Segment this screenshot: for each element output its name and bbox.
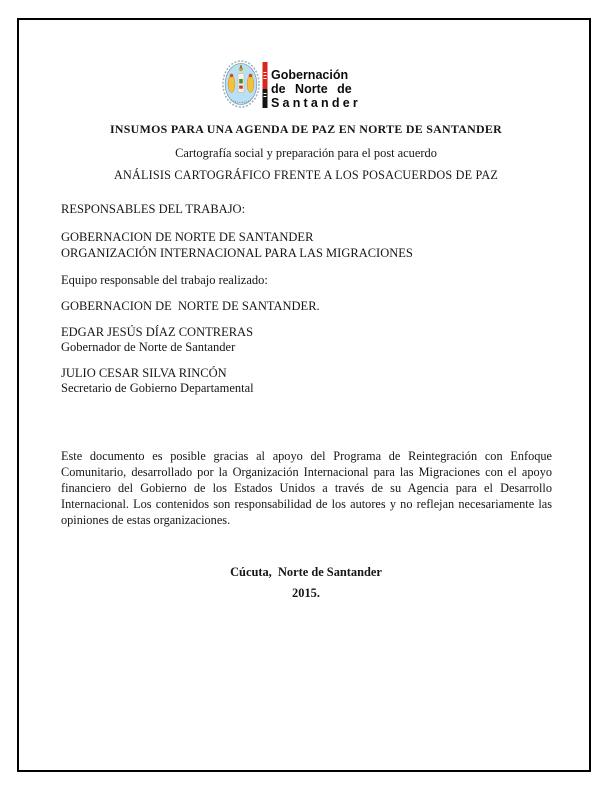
person-role-secretary: Secretario de Gobierno Departamental	[61, 381, 254, 395]
equipo-organization: GOBERNACION DE NORTE DE SANTANDER.	[61, 299, 320, 313]
logo-line1: Gobernación	[271, 68, 349, 82]
footer-year: 2015.	[292, 586, 320, 600]
person-name-governor: EDGAR JESÚS DÍAZ CONTRERAS	[61, 325, 254, 339]
footer-location: Cúcuta, Norte de Santander	[230, 565, 382, 579]
document-title: INSUMOS PARA UNA AGENDA DE PAZ EN NORTE DE SANTANDER	[109, 122, 503, 136]
gobernacion-crest-icon	[222, 60, 260, 108]
logo-line2: de Norte de	[271, 82, 352, 96]
disclaimer-paragraph: Este documento es posible gracias al apoyo del Programa de Reintegración con Enfoque Comunitario, desarrollado por la Organización Internacional para las Migraciones con el apoyo financiero del Gobierno de los Estados Unidos a través de su Agencia para el Desarrollo Internacional. Los contenidos son responsabilidad de los autores y no reflejan necesariamente las opiniones de estas organizaciones.	[61, 449, 552, 527]
logo-wordmark	[271, 60, 361, 110]
gobernacion-logo	[222, 60, 361, 110]
responsable-org-2: ORGANIZACIÓN INTERNACIONAL PARA LAS MIGRACIONES	[61, 246, 413, 260]
document-subtitle-2: ANÁLISIS CARTOGRÁFICO FRENTE A LOS POSACUERDOS DE PAZ	[113, 168, 499, 182]
responsable-org-1: GOBERNACION DE NORTE DE SANTANDER	[61, 230, 314, 244]
flag-bar-icon	[262, 62, 268, 108]
title-block	[0, 122, 612, 183]
person-name-secretary: JULIO CESAR SILVA RINCÓN	[61, 366, 227, 380]
person-role-governor: Gobernador de Norte de Santander	[61, 340, 236, 354]
logo-line3: Santander	[271, 96, 361, 110]
responsables-heading: RESPONSABLES DEL TRABAJO:	[61, 202, 246, 216]
equipo-heading: Equipo responsable del trabajo realizado:	[61, 273, 268, 287]
document-subtitle: Cartografía social y preparación para el post acuerdo	[175, 146, 437, 160]
